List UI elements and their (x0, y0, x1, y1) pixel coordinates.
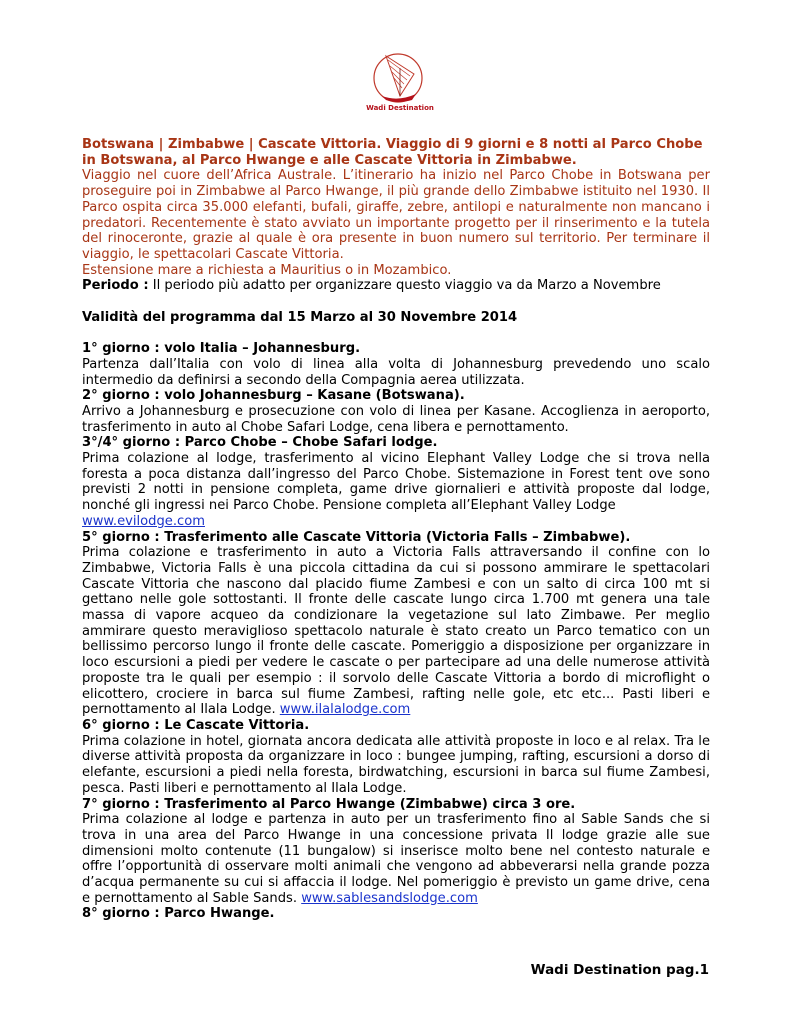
day-8-title: 8° giorno : Parco Hwange. (82, 906, 275, 922)
day-6-text: Prima colazione in hotel, giornata ancora dedicata alle attività proposte in loco e al relax. Tra le diverse attività proposta da organizzare in loco : bungee jumping, rafting, escursioni a dorso di elefante, escursioni a piedi nella foresta, birdwatching, escursioni in barca sul fiume Zambesi, pesca. Pasti liberi e pernottamento al Ilala Lodge. (82, 733, 710, 796)
day-2-title: 2° giorno : volo Johannesburg – Kasane (Botswana). (82, 388, 465, 404)
day-7-title: 7° giorno : Trasferimento al Parco Hwange (Zimbabwe) circa 3 ore. (82, 796, 576, 812)
day-7-body: Prima colazione al lodge e partenza in auto per un trasferimento fino al Sable Sands che si trova in una area del Parco Hwange in una concessione privata Il lodge grazie alle sue dimensioni molto contenute (11 bungalow) si inserisce molto bene nel contesto naturale e offre l’opportunità di osservare molti animali che vengono ad abbeverarsi nella grande pozza d’acqua permanente su cui si affaccia il lodge. Nel pomeriggio è previsto un game drive, cena e pernottamento al Sable Sands. (82, 812, 710, 906)
validity-heading: Validità del programma dal 15 Marzo al 30 Novembre 2014 (82, 309, 518, 325)
day-5-text (82, 545, 710, 718)
day-3-4-text: Prima colazione al lodge, trasferimento al vicino Elephant Valley Lodge che si trova nella foresta a poca distanza dall’ingresso del Parco Chobe. Sistemazione in Forest tent ove sono previsti 2 notti in pensione completa, game drive giornalieri e attività proposte dal lodge, nonché gli ingressi nei Parco Chobe. Pensione completa all’Elephant Valley Lodge (82, 451, 710, 514)
intro-extension: Estensione mare a richiesta a Mauritius o in Mozambico. (82, 262, 452, 278)
logo-caption: Wadi Destination (366, 104, 434, 112)
day-3-4-link-line (82, 514, 710, 530)
day-1-title: 1° giorno : volo Italia – Johannesburg. (82, 341, 361, 357)
period-line (82, 278, 710, 294)
intro-text: Viaggio nel cuore dell’Africa Australe. L’itinerario ha inizio nel Parco Chobe in Botswana per proseguire poi in Zimbabwe al Parco Hwange, il più grande dello Zimbabwe istituito nel 1930. Il Parco ospita circa 35.000 elefanti, bufali, giraffe, zebre, antilopi e naturalmente non mancano i predatori. Recentemente è stato avviato un importante progetto per il rinserimento e la tutela del rinoceronte, grazie al quale è ora presente in buon numero sul territorio. Per terminare il viaggio, le spettacolari Cascate Vittoria. (82, 168, 710, 262)
intro-title: Botswana | Zimbabwe | Cascate Vittoria. Viaggio di 9 giorni e 8 notti al Parco Chobe in Botswana, al Parco Hwange e alle Cascate Vittoria in Zimbabwe. (82, 137, 703, 168)
period-label: Periodo : (82, 278, 149, 294)
day-7-text (82, 812, 710, 906)
ilalalodge-link[interactable]: www.ilalalodge.com (279, 702, 411, 718)
day-5-body: Prima colazione e trasferimento in auto a Victoria Falls attraversando il confine con lo Zimbabwe, Victoria Falls è una piccola cittadina da cui si possono ammirare le spettacolari Cascate Vittoria che nascono dal placido fiume Zambesi e con un salto di circa 100 mt si gettano nelle gole sottostanti. Il fronte delle cascate lungo circa 1.700 mt genera una tale massa di vapore acqueo da condizionare la vegetazione sul lato Zimbawe. Per meglio ammirare questo meraviglioso spettacolo naturale è stato creato un Parco tematico con un bellissimo percorso lungo il fronte delle cascate. Pomeriggio a disposizione per organizzare in loco escursioni a piedi per vedere le cascate o per partecipare ad una delle numerose attività proposte tra le quali per esempio : il sorvolo delle Cascate Vittoria a bordo di microflight o elicottero, crociere in barca sul fiume Zambesi, rafting nelle gole, etc etc... Pasti liberi e pernottamento al Ilala Lodge. (82, 545, 710, 718)
day-2-text: Arrivo a Johannesburg e prosecuzione con volo di linea per Kasane. Accoglienza in aeroporto, trasferimento in auto al Chobe Safari Lodge, cena libera e pernottamento. (82, 403, 710, 435)
period-text: Il periodo più adatto per organizzare questo viaggio va da Marzo a Novembre (148, 278, 661, 294)
day-1-text: Partenza dall’Italia con volo di linea alla volta di Johannesburg prevedendo uno scalo intermedio da definirsi a secondo della Compagnia aerea utilizzata. (82, 356, 710, 388)
sablesandslodge-link[interactable]: www.sablesandslodge.com (301, 890, 478, 906)
evilodge-link[interactable]: www.evilodge.com (82, 513, 205, 529)
day-5-title: 5° giorno : Trasferimento alle Cascate Vittoria (Victoria Falls – Zimbabwe). (82, 529, 631, 545)
page-footer: Wadi Destination pag.1 (530, 962, 709, 978)
day-3-4-title: 3°/4° giorno : Parco Chobe – Chobe Safari lodge. (82, 435, 438, 451)
day-6-title: 6° giorno : Le Cascate Vittoria. (82, 717, 310, 733)
document-body (82, 137, 710, 922)
